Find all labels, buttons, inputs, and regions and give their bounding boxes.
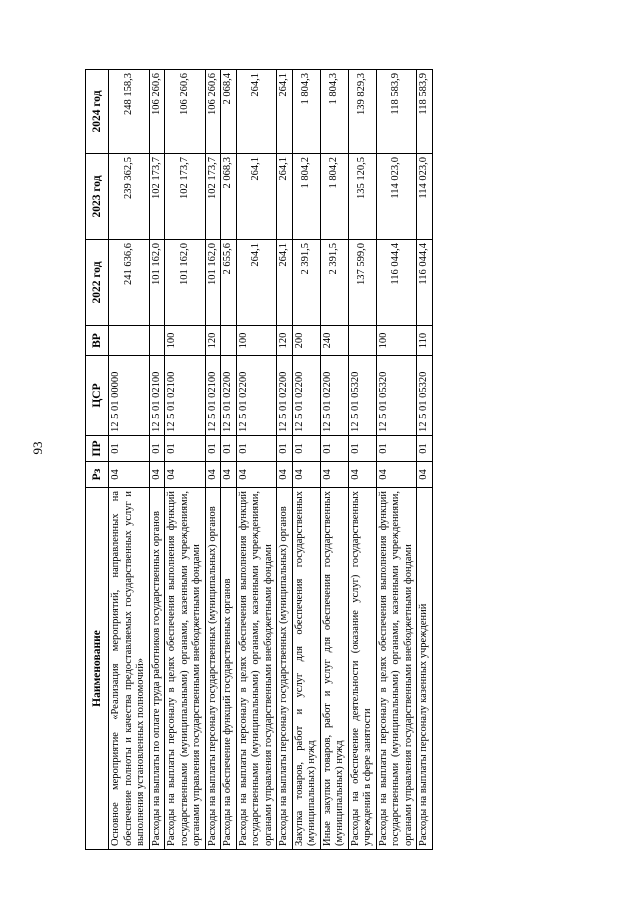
row-csr: 12 5 01 02200	[277, 356, 293, 436]
row-csr: 12 5 01 00000	[109, 356, 150, 436]
row-vr: 100	[236, 326, 277, 356]
row-vr	[348, 326, 376, 356]
row-vr: 110	[417, 326, 433, 356]
header-2023: 2023 год	[86, 154, 109, 240]
row-name: Иные закупки товаров, работ и услуг для обеспечения государственных (муниципальных) нужд	[320, 488, 348, 850]
row-name: Расходы на выплаты персоналу в целях обеспечения выполнения функций государственными (муниципальными) органами, казенными учреждениями, органами управления государственными внебюджетными фондами	[165, 488, 206, 850]
table-row	[320, 70, 348, 850]
row-2024: 118 583,9	[376, 70, 417, 154]
row-pr: 01	[376, 436, 417, 462]
row-name: Расходы на выплаты по оплате труда работников государственных органов	[149, 488, 165, 850]
header-pr: ПР	[86, 436, 109, 462]
header-rz: Рз	[86, 462, 109, 488]
row-rz: 04	[149, 462, 165, 488]
row-csr: 12 5 01 02200	[221, 356, 237, 436]
row-2023: 102 173,7	[149, 154, 165, 240]
table-header-row	[86, 70, 109, 850]
row-name: Расходы на выплаты персоналу государственных (муниципальных) органов	[205, 488, 221, 850]
row-2022: 264,1	[277, 240, 293, 326]
row-2024: 106 260,6	[205, 70, 221, 154]
row-vr: 200	[292, 326, 320, 356]
row-csr: 12 5 01 05320	[417, 356, 433, 436]
row-2023: 1 804,2	[292, 154, 320, 240]
row-2024: 264,1	[236, 70, 277, 154]
header-2024: 2024 год	[86, 70, 109, 154]
row-2024: 139 829,3	[348, 70, 376, 154]
row-vr	[109, 326, 150, 356]
row-vr: 100	[165, 326, 206, 356]
row-rz: 04	[221, 462, 237, 488]
row-csr: 12 5 01 05320	[376, 356, 417, 436]
table-row	[205, 70, 221, 850]
row-2024: 2 068,4	[221, 70, 237, 154]
row-name: Расходы на обеспечение функций государственных органов	[221, 488, 237, 850]
row-rz: 04	[165, 462, 206, 488]
row-2023: 239 362,5	[109, 154, 150, 240]
row-rz: 04	[348, 462, 376, 488]
row-2022: 264,1	[236, 240, 277, 326]
row-2022: 2 655,6	[221, 240, 237, 326]
row-csr: 12 5 01 02200	[236, 356, 277, 436]
table-row	[109, 70, 150, 850]
header-name: Наименование	[86, 488, 109, 850]
row-2024: 118 583,9	[417, 70, 433, 154]
row-2024: 106 260,6	[149, 70, 165, 154]
row-2024: 1 804,3	[320, 70, 348, 154]
row-2022: 116 044,4	[376, 240, 417, 326]
table-row	[149, 70, 165, 850]
row-rz: 04	[277, 462, 293, 488]
row-name: Закупка товаров, работ и услуг для обеспечения государственных (муниципальных) нужд	[292, 488, 320, 850]
row-vr	[221, 326, 237, 356]
row-2023: 114 023,0	[417, 154, 433, 240]
row-pr: 01	[109, 436, 150, 462]
row-2022: 2 391,5	[292, 240, 320, 326]
row-pr: 01	[292, 436, 320, 462]
row-vr: 120	[205, 326, 221, 356]
rotated-table-wrapper	[85, 70, 540, 850]
row-rz: 04	[109, 462, 150, 488]
header-2022: 2022 год	[86, 240, 109, 326]
row-name: Расходы на выплаты персоналу казенных учреждений	[417, 488, 433, 850]
header-csr: ЦСР	[86, 356, 109, 436]
row-pr: 01	[320, 436, 348, 462]
row-rz: 04	[205, 462, 221, 488]
row-rz: 04	[292, 462, 320, 488]
row-2023: 264,1	[236, 154, 277, 240]
row-csr: 12 5 01 02200	[292, 356, 320, 436]
budget-table	[85, 69, 433, 850]
row-name: Расходы на обеспечение деятельности (оказание услуг) государственных учреждений в сфере занятости	[348, 488, 376, 850]
row-rz: 04	[417, 462, 433, 488]
row-2024: 1 804,3	[292, 70, 320, 154]
row-vr	[149, 326, 165, 356]
row-2022: 116 044,4	[417, 240, 433, 326]
row-vr: 100	[376, 326, 417, 356]
table-body	[109, 70, 433, 850]
row-2022: 101 162,0	[149, 240, 165, 326]
row-pr: 01	[205, 436, 221, 462]
row-csr: 12 5 01 05320	[348, 356, 376, 436]
row-2023: 135 120,5	[348, 154, 376, 240]
page-number: 93	[30, 441, 45, 455]
row-2022: 101 162,0	[165, 240, 206, 326]
row-2023: 2 068,3	[221, 154, 237, 240]
row-csr: 12 5 01 02100	[149, 356, 165, 436]
row-2023: 102 173,7	[165, 154, 206, 240]
row-rz: 04	[236, 462, 277, 488]
row-pr: 01	[277, 436, 293, 462]
row-2023: 114 023,0	[376, 154, 417, 240]
row-2022: 137 599,0	[348, 240, 376, 326]
row-name: Основное мероприятие «Реализация мероприятий, направленных на обеспечение полноты и качества предоставляемых государственных услуг и выполнения установленных полномочий»	[109, 488, 150, 850]
row-csr: 12 5 01 02200	[320, 356, 348, 436]
table-row	[221, 70, 237, 850]
row-name: Расходы на выплаты персоналу в целях обеспечения выполнения функций государственными (муниципальными) органами, казенными учреждениями, органами управления государственными внебюджетными фондами	[376, 488, 417, 850]
row-pr: 01	[149, 436, 165, 462]
row-pr: 01	[221, 436, 237, 462]
table-row	[417, 70, 433, 850]
table-row	[165, 70, 206, 850]
row-name: Расходы на выплаты персоналу государственных (муниципальных) органов	[277, 488, 293, 850]
row-rz: 04	[376, 462, 417, 488]
row-pr: 01	[165, 436, 206, 462]
row-rz: 04	[320, 462, 348, 488]
row-2024: 248 158,3	[109, 70, 150, 154]
row-csr: 12 5 01 02100	[165, 356, 206, 436]
table-row	[292, 70, 320, 850]
table-row	[236, 70, 277, 850]
row-pr: 01	[348, 436, 376, 462]
row-2024: 106 260,6	[165, 70, 206, 154]
row-vr: 120	[277, 326, 293, 356]
row-2022: 2 391,5	[320, 240, 348, 326]
table-row	[376, 70, 417, 850]
row-vr: 240	[320, 326, 348, 356]
row-2022: 101 162,0	[205, 240, 221, 326]
row-2023: 264,1	[277, 154, 293, 240]
row-2022: 241 636,6	[109, 240, 150, 326]
table-row	[277, 70, 293, 850]
row-pr: 01	[417, 436, 433, 462]
table-row	[348, 70, 376, 850]
row-name: Расходы на выплаты персоналу в целях обеспечения выполнения функций государственными (муниципальными) органами, казенными учреждениями, органами управления государственными внебюджетными фондами	[236, 488, 277, 850]
row-2023: 1 804,2	[320, 154, 348, 240]
header-vr: ВР	[86, 326, 109, 356]
row-2023: 102 173,7	[205, 154, 221, 240]
row-csr: 12 5 01 02100	[205, 356, 221, 436]
row-pr: 01	[236, 436, 277, 462]
row-2024: 264,1	[277, 70, 293, 154]
